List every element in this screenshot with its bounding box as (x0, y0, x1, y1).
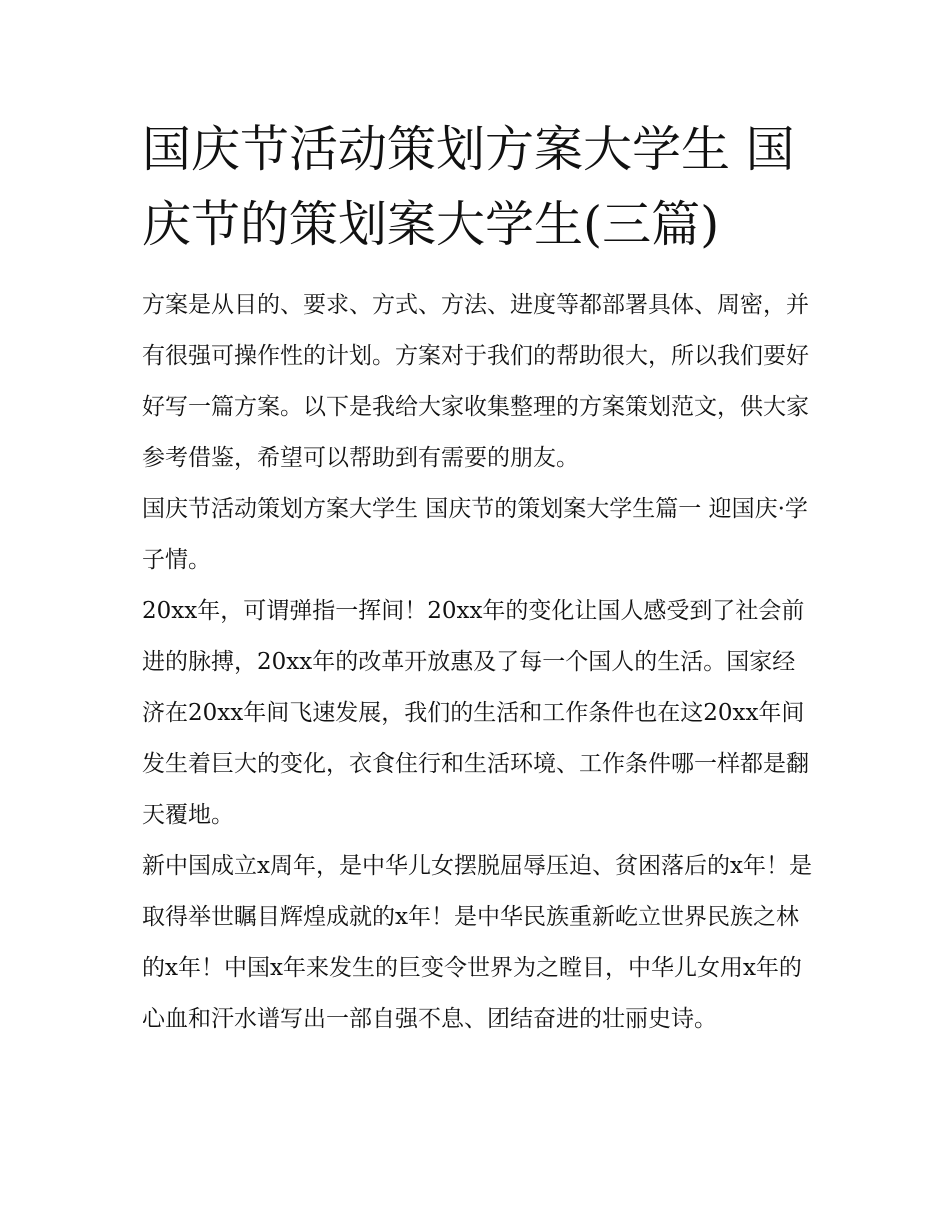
paragraph-anniversary: 新中国成立x周年，是中华儿女摆脱屈辱压迫、贫困落后的x年！是取得举世瞩目辉煌成就的x年！是中华民族重新屹立世界民族之林的x年！中国x年来发生的巨变令世界为之瞠目，中华儿女用x年的心血和汗水谱写出一部自强不息、团结奋进的壮丽史诗。 (142, 853, 812, 1032)
document-title: 国庆节活动策划方案大学生 国庆节的策划案大学生(三篇) (142, 121, 795, 253)
paragraph-reform: 20xx年，可谓弹指一挥间！20xx年的变化让国人感受到了社会前进的脉搏，20xx年的改革开放惠及了每一个国人的生活。国家经济在20xx年间飞速发展，我们的生活和工作条件也在这20xx年间发生着巨大的变化，衣食住行和生活环境、工作条件哪一样都是翻天覆地。 (142, 598, 809, 828)
paragraph-section-heading: 国庆节活动策划方案大学生 国庆节的策划案大学生篇一 迎国庆·学子情。 (142, 496, 808, 573)
paragraph-intro: 方案是从目的、要求、方式、方法、进度等都部署具体、周密，并有很强可操作性的计划。方案对于我们的帮助很大，所以我们要好好写一篇方案。以下是我给大家收集整理的方案策划范文，供大家参考借鉴，希望可以帮助到有需要的朋友。 (142, 292, 809, 471)
